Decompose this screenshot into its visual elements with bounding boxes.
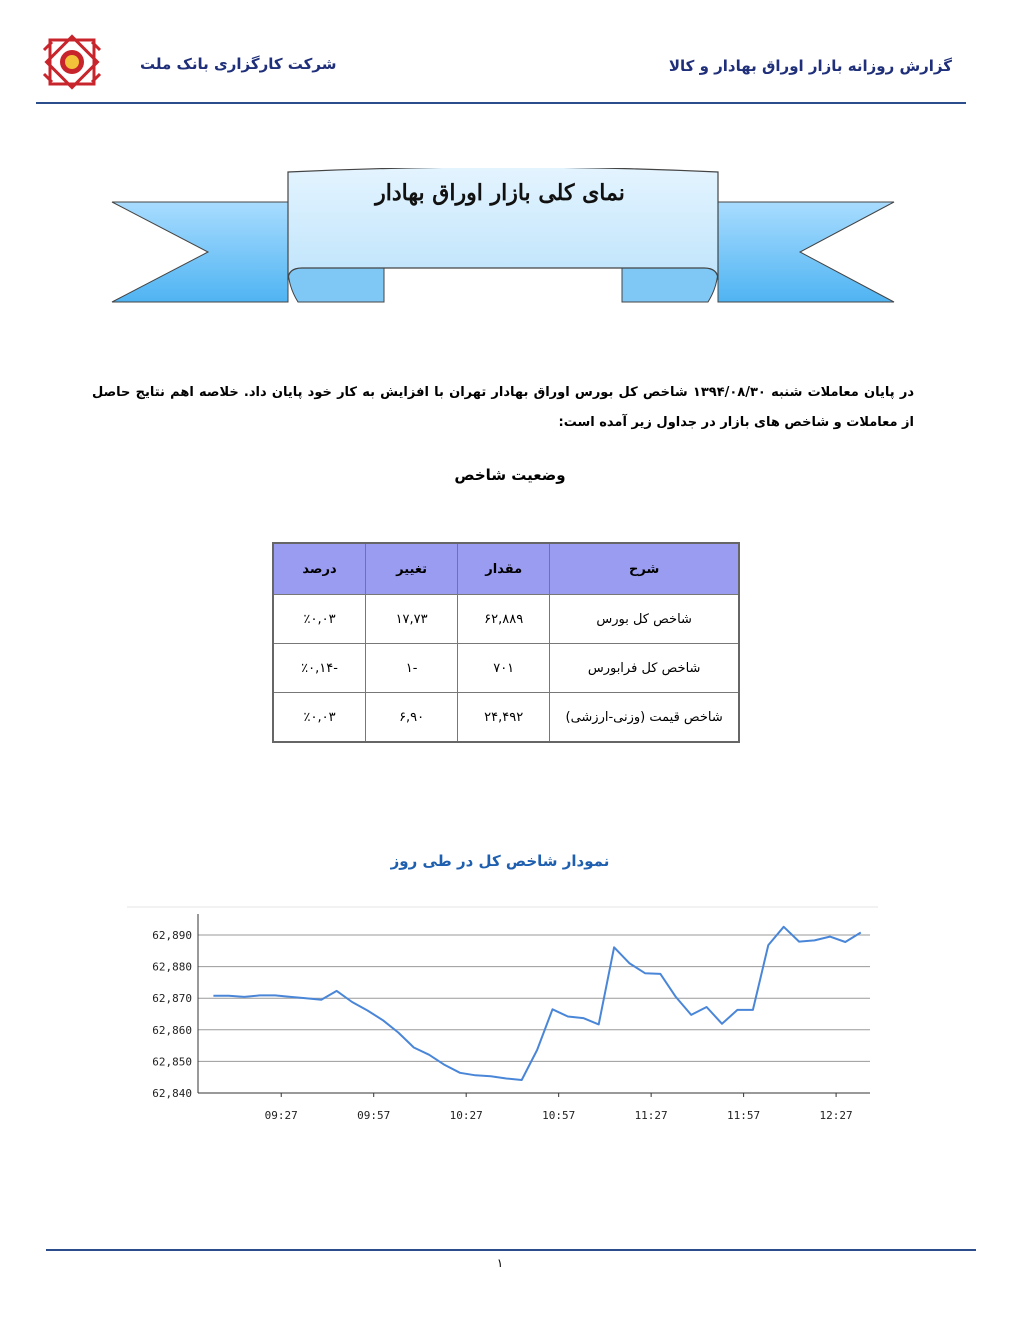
- chart-background: [125, 906, 880, 1138]
- y-tick-label: 62,880: [152, 960, 192, 974]
- x-tick-label: 09:57: [357, 1109, 391, 1122]
- y-tick-label: 62,860: [152, 1023, 192, 1037]
- banner-title: نمای کلی بازار اوراق بهادار: [375, 180, 625, 206]
- page-number: ۱: [496, 1256, 504, 1270]
- row-change: ۱۷,۷۳: [366, 595, 458, 644]
- chart-title: نمودار شاخص کل در طی روز: [390, 852, 610, 870]
- row-amount: ۶۲,۸۸۹: [458, 595, 550, 644]
- table-row: [273, 644, 739, 693]
- footer-divider: [46, 1249, 976, 1251]
- row-desc: شاخص کل بورس: [550, 595, 739, 644]
- company-name: شرکت کارگزاری بانک ملت: [140, 55, 337, 73]
- row-amount: ۲۴,۴۹۲: [458, 693, 550, 743]
- x-tick-label: 10:27: [449, 1109, 483, 1122]
- row-change: -۱: [366, 644, 458, 693]
- x-tick-label: 12:27: [819, 1109, 853, 1122]
- y-tick-label: 62,870: [152, 992, 192, 1006]
- intro-paragraph: در پایان معاملات شنبه ۱۳۹۴/۰۸/۳۰ شاخص کل بورس اوراق بهادار تهران با افزایش به کار خود پایان داد. خلاصه اهم نتایج حاصل از معاملات و شاخص های بازار در جداول زیر آمده است:: [92, 385, 915, 430]
- row-change: ۶,۹۰: [366, 693, 458, 743]
- header-amount: مقدار: [458, 543, 550, 595]
- index-status-table: [272, 542, 740, 743]
- x-tick-label: 11:57: [727, 1109, 761, 1122]
- row-percent: ٪۰,۰۳: [273, 595, 366, 644]
- table-header-row: [273, 543, 739, 595]
- header-divider: [36, 102, 966, 104]
- bank-mellat-logo: [40, 30, 104, 96]
- header-desc: شرح: [550, 543, 739, 595]
- row-amount: ۷۰۱: [458, 644, 550, 693]
- x-tick-label: 09:27: [264, 1109, 298, 1122]
- x-tick-label: 10:57: [542, 1109, 576, 1122]
- header-change: تغییر: [366, 543, 458, 595]
- table-row: [273, 595, 739, 644]
- header-percent: درصد: [273, 543, 366, 595]
- report-title: گزارش روزانه بازار اوراق بهادار و کالا: [668, 57, 952, 75]
- row-percent: -٪۰,۱۴: [273, 644, 366, 693]
- row-percent: ٪۰,۰۳: [273, 693, 366, 743]
- intraday-index-chart: [125, 906, 880, 1138]
- table-title: وضعیت شاخص: [454, 466, 566, 484]
- y-tick-label: 62,890: [152, 929, 192, 942]
- y-tick-label: 62,840: [152, 1087, 192, 1100]
- row-desc: شاخص کل فرابورس: [550, 644, 739, 693]
- table-row: [273, 693, 739, 743]
- y-tick-label: 62,850: [152, 1055, 192, 1069]
- row-desc: شاخص قیمت (وزنی-ارزشی): [550, 693, 739, 743]
- x-tick-label: 11:27: [634, 1109, 668, 1122]
